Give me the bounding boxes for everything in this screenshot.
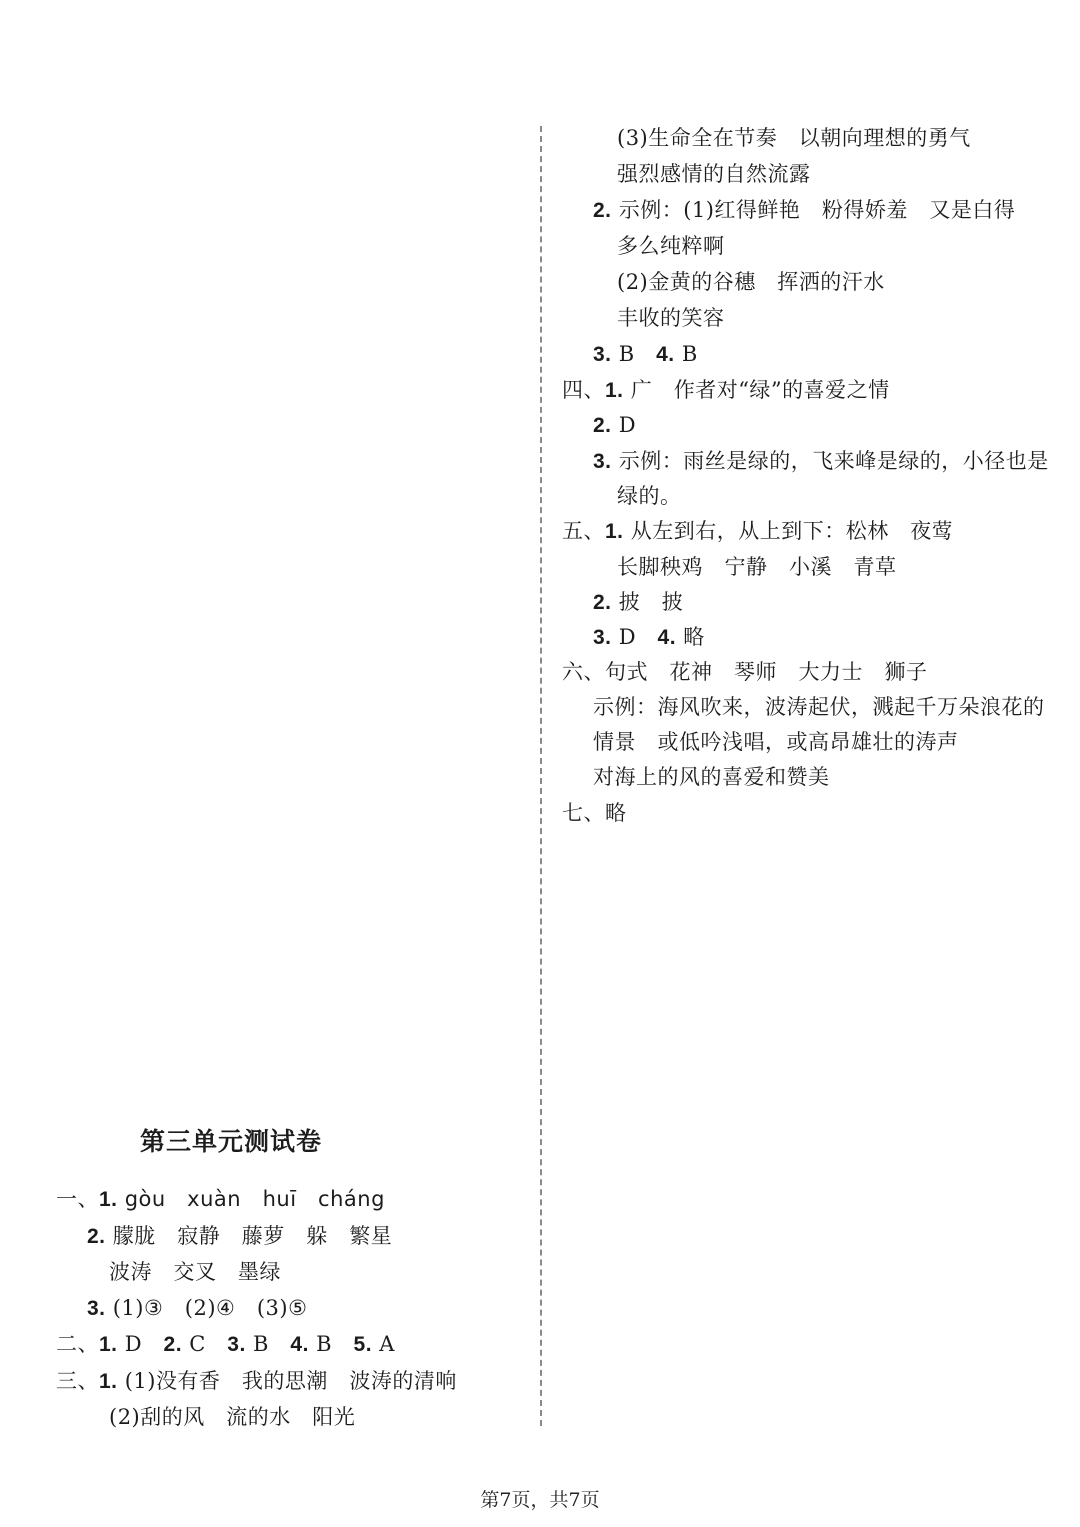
answer-line (617, 231, 725, 261)
answer-text: B (674, 342, 698, 366)
answer-line (617, 267, 885, 297)
answer-line (617, 552, 897, 582)
answer-line (593, 195, 1015, 226)
answer-line (617, 123, 971, 153)
section-marker: 五、 (562, 519, 605, 543)
column-divider (540, 126, 542, 1426)
section-line (562, 375, 890, 406)
answer-line (593, 692, 1045, 722)
item-number: 4. (657, 626, 677, 649)
item-number: 2. (163, 1333, 183, 1356)
answer-text: 丰收的笑容 (617, 306, 725, 330)
answer-text: 多么纯粹啊 (617, 234, 725, 258)
answer-line (617, 303, 725, 333)
item-number: 3. (227, 1333, 246, 1356)
answer-line (109, 1257, 281, 1287)
answer-text: D (117, 1332, 164, 1356)
section-line (562, 798, 627, 828)
item-number: 1. (99, 1370, 118, 1393)
answer-text: B (611, 342, 657, 366)
item-number: 5. (353, 1333, 373, 1356)
answer-text: 披 披 (611, 590, 684, 614)
section-line (56, 1184, 385, 1215)
answer-line (87, 1221, 392, 1252)
answer-line (593, 727, 959, 757)
answer-text: 示例：(1)红得鲜艳 粉得娇羞 又是白得 (611, 198, 1016, 222)
answer-text: B (245, 1332, 291, 1356)
answer-line (593, 587, 683, 618)
answer-line (593, 622, 705, 653)
item-number: 3. (593, 343, 612, 366)
answer-line (87, 1293, 307, 1324)
answer-text: 长脚秧鸡 宁静 小溪 青草 (617, 555, 897, 579)
answer-line (617, 481, 682, 511)
answer-text: (3)生命全在节奏 以朝向理想的勇气 (617, 126, 971, 150)
answer-text: (2)金黄的谷穗 挥洒的汗水 (617, 270, 885, 294)
item-number: 2. (593, 199, 612, 222)
answer-text: A (372, 1332, 395, 1356)
item-number: 2. (87, 1225, 106, 1248)
item-number: 2. (593, 414, 612, 437)
item-number: 3. (593, 450, 612, 473)
answer-text: (1)③ (2)④ (3)⑤ (105, 1296, 308, 1320)
answer-text: 情景 或低吟浅唱，或高昂雄壮的涛声 (593, 730, 959, 754)
answer-line (593, 410, 636, 441)
answer-text: 对海上的风的喜爱和赞美 (593, 765, 830, 789)
section-marker: 三、 (56, 1369, 99, 1393)
answer-text: 强烈感情的自然流露 (617, 162, 811, 186)
answer-line (593, 339, 698, 370)
answer-text: 从左到右，从上到下：松林 夜莺 (623, 519, 954, 543)
answer-text: 示例：雨丝是绿的，飞来峰是绿的，小径也是 (611, 449, 1049, 473)
item-number: 2. (593, 591, 612, 614)
section-marker: 四、 (562, 378, 605, 402)
item-number: 3. (87, 1297, 106, 1320)
section-line (56, 1329, 395, 1360)
item-number: 1. (605, 379, 624, 402)
answer-text: 波涛 交叉 墨绿 (109, 1260, 281, 1284)
answer-line (617, 159, 811, 189)
answer-line (593, 446, 1049, 477)
section-marker: 二、 (56, 1332, 99, 1356)
answer-text: (2)刮的风 流的水 阳光 (109, 1405, 356, 1429)
answer-text: 示例：海风吹来，波涛起伏，溅起千万朵浪花的 (593, 695, 1045, 719)
item-number: 4. (656, 343, 675, 366)
answer-text: (1)没有香 我的思潮 波涛的清响 (117, 1369, 457, 1393)
answer-text: B (308, 1332, 354, 1356)
answer-text: 朦胧 寂静 藤萝 躲 繁星 (105, 1224, 393, 1248)
section-marker: 一、 (56, 1187, 99, 1211)
section-line (562, 657, 928, 687)
section-line (562, 516, 953, 547)
unit-test-title: 第三单元测试卷 (140, 1127, 323, 1156)
item-number: 1. (99, 1188, 118, 1211)
item-number: 3. (593, 626, 612, 649)
item-number: 1. (605, 520, 624, 543)
answer-line (593, 762, 830, 792)
answer-text: D (611, 413, 637, 437)
answer-text: 绿的。 (617, 484, 682, 508)
pinyin-answer: gòu xuàn huī cháng (117, 1187, 385, 1211)
answer-text: 七、略 (562, 801, 627, 825)
page-number: 第7页，共7页 (480, 1489, 600, 1511)
item-number: 4. (290, 1333, 309, 1356)
section-line (56, 1366, 457, 1397)
answer-line (109, 1402, 355, 1432)
item-number: 1. (99, 1333, 118, 1356)
answer-text: C (182, 1332, 228, 1356)
answer-text: D (611, 625, 658, 649)
answer-text: 广 作者对“绿”的喜爱之情 (623, 378, 890, 402)
answer-text: 六、句式 花神 琴师 大力士 狮子 (562, 660, 928, 684)
answer-text: 略 (676, 625, 705, 649)
